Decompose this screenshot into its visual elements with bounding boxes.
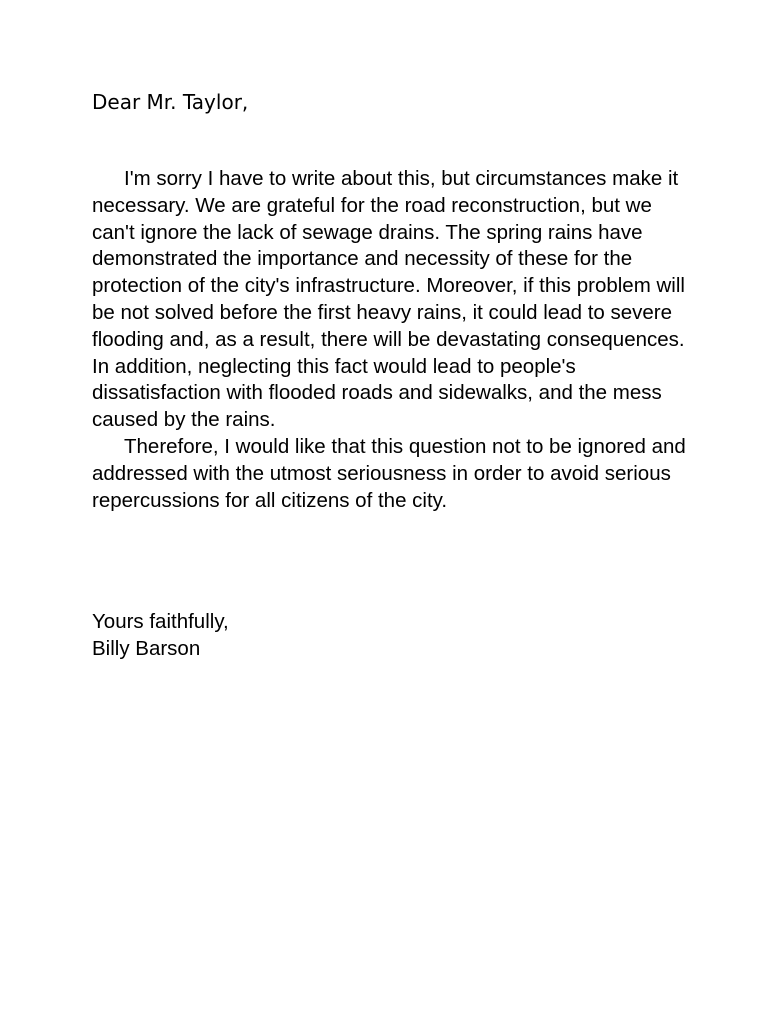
closing-phrase: Yours faithfully, bbox=[92, 610, 229, 633]
letter-body bbox=[92, 166, 692, 514]
signature-name: Billy Barson bbox=[92, 637, 201, 660]
letter-closing-block bbox=[92, 608, 229, 662]
salutation: Dear Mr. Taylor, bbox=[92, 90, 249, 114]
paragraph-1: I'm sorry I have to write about this, but circumstances make it necessary. We are grateful for the road reconstruction, but we can't ignore the lack of sewage drains. The spring rains have demonstrated the importance and necessity of these for the protection of the city's infrastructure. Moreover, if this problem will be not solved before the first heavy rains, it could lead to severe flooding and, as a result, there will be devastating consequences. In addition, neglecting this fact would lead to people's dissatisfaction with flooded roads and sidewalks, and the mess caused by the rains. bbox=[92, 167, 685, 432]
paragraph-2: Therefore, I would like that this question not to be ignored and addressed with the utmost seriousness in order to avoid serious repercussions for all citizens of the city. bbox=[92, 434, 686, 512]
